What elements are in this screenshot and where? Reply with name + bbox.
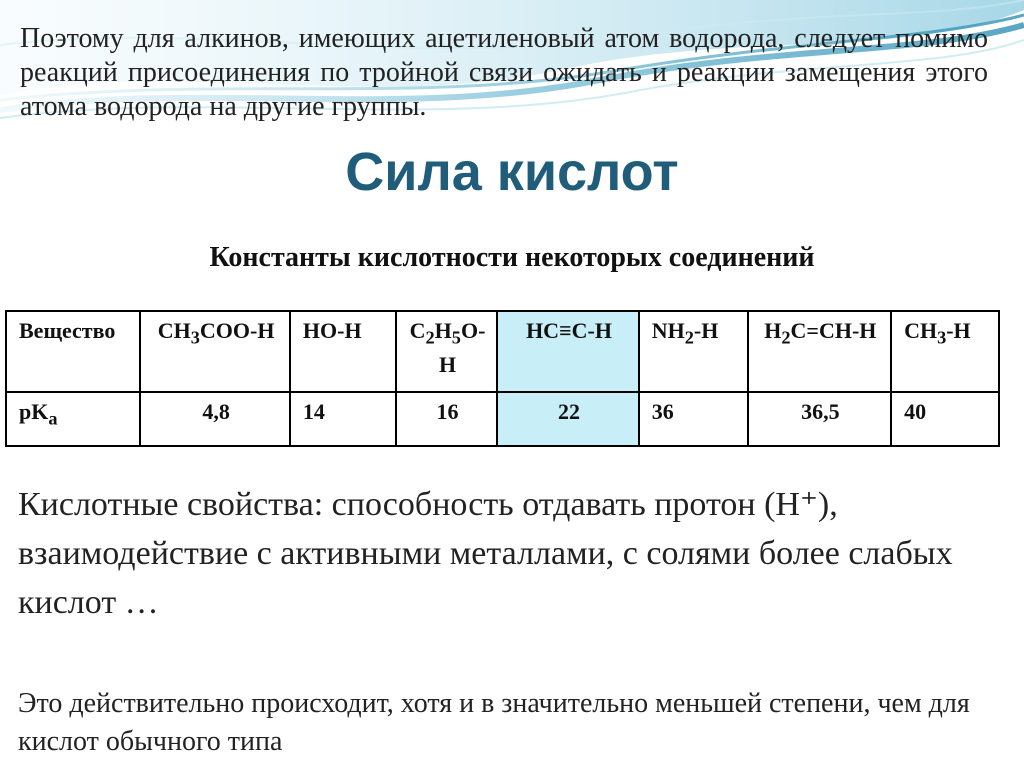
row-header-pka: $pK_a$ — [6, 392, 140, 446]
pka-value-ethanol: 16 — [396, 392, 498, 446]
compound-cell-ammonia: $NH_2-H$ — [639, 311, 748, 392]
table-caption: Константы кислотности некоторых соединений — [209, 242, 815, 273]
pka-value-acetic-acid: 4,8 — [140, 392, 290, 446]
table-row-substances — [6, 311, 999, 392]
acidity-constants-table — [5, 310, 1000, 447]
compound-cell-methane: $CH_3-H$ — [891, 311, 999, 392]
pka-value-ethylene: 36,5 — [748, 392, 891, 446]
compound-cell-ethanol: $C_2H_5O-H$ — [396, 311, 498, 392]
pka-value-acetylene: 22 — [497, 392, 638, 446]
intro-paragraph: Поэтому для алкинов, имеющих ацетиленовый атом водорода, следует помимо реакций присоединения по тройной связи ожидать и реакции замещения этого атома водорода на другие группы. — [20, 23, 988, 122]
slide-title: Сила кислот — [345, 142, 679, 202]
row-header-substance: Вещество — [6, 311, 140, 392]
compound-cell-water: HO-H — [290, 311, 396, 392]
compound-cell-acetylene: HC≡C-H — [497, 311, 638, 392]
footnote-text: Это действительно происходит, хотя и в значительно меньшей степени, чем для кислот обычного типа — [18, 688, 970, 757]
pka-value-ammonia: 36 — [639, 392, 748, 446]
compound-cell-ethylene: $H_2C=CH-H$ — [748, 311, 891, 392]
pka-value-methane: 40 — [891, 392, 999, 446]
table-row-pka — [6, 392, 999, 446]
acid-properties-text: Кислотные свойства: способность отдавать протон (Н⁺), взаимодействие с активными металлами, с солями более слабых кислот … — [18, 486, 953, 621]
pka-value-water: 14 — [290, 392, 396, 446]
compound-cell-acetic-acid: $CH_3COO-H$ — [140, 311, 290, 392]
